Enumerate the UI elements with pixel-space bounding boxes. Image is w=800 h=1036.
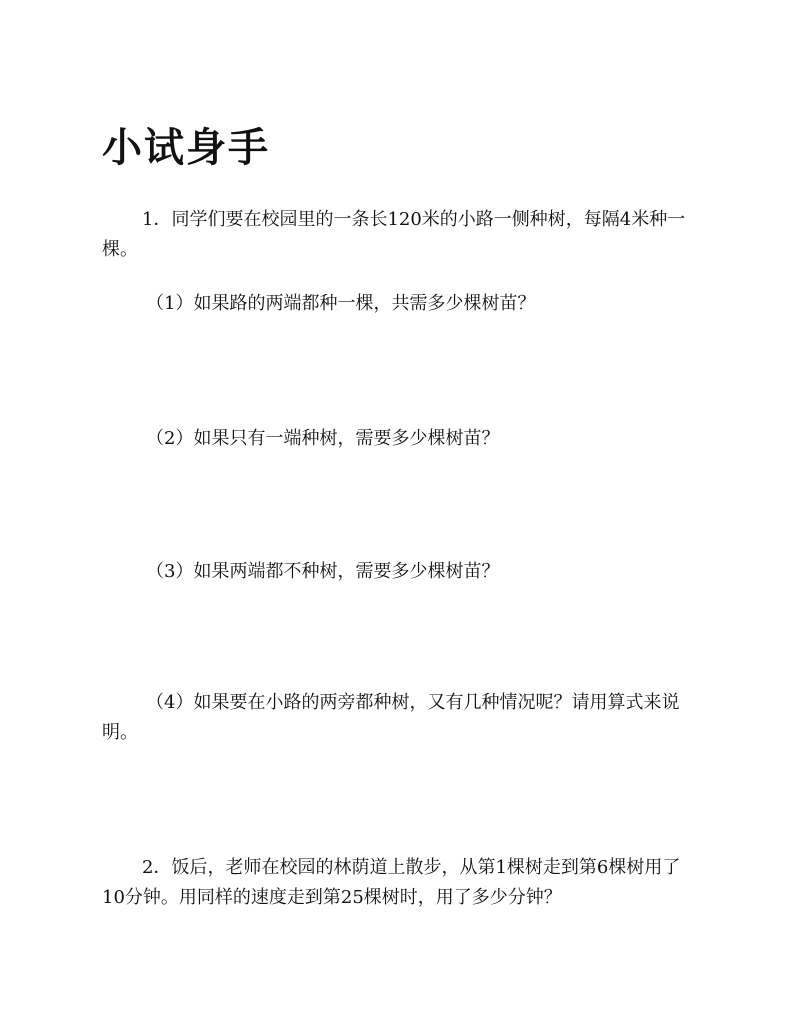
question-1-part-1: （1）如果路的两端都种一棵，共需多少棵树苗？ [146,293,536,314]
question-1: 1．同学们要在校园里的一条长120米的小路一侧种树，每隔4米种一棵。 [102,209,686,260]
question-1-part-3: （3）如果两端都不种树，需要多少棵树苗？ [146,561,500,582]
question-1-part-2: （2）如果只有一端种树，需要多少棵树苗？ [146,428,500,449]
question-1-part-4: （4）如果要在小路的两旁都种树，又有几种情况呢？请用算式来说明。 [102,692,680,743]
question-2: 2．饭后，老师在校园的林荫道上散步，从第1棵树走到第6棵树用了10分钟。用同样的速度走到第25棵树时，用了多少分钟？ [102,857,681,908]
page-title: 小试身手 [102,125,270,171]
